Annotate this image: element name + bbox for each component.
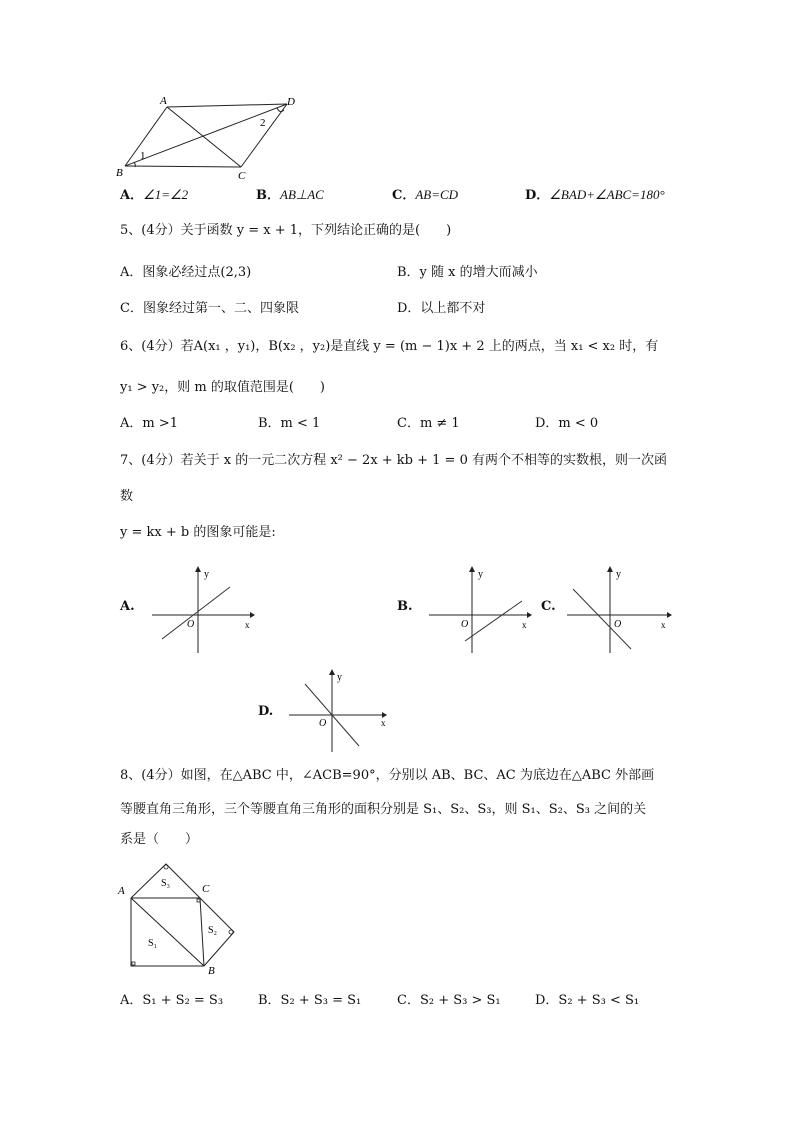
label-A: A xyxy=(160,95,167,107)
q6-option-d: D．m < 0 xyxy=(535,416,599,431)
q5-stem: 5、(4分）关于函数 y = x + 1，下列结论正确的是( ) xyxy=(120,223,452,238)
q6-stem: 6、(4分）若A(x₁ ，y₁)，B(x₂ ，y₂)是直线 y = (m − 1)x + 2 上的两点，当 x₁ < x₂ 时，有 xyxy=(120,339,659,354)
q4-option-a-text: ∠1=∠2 xyxy=(143,187,189,202)
q7-stem: 7、(4分）若关于 x 的一元二次方程 x² − 2x + kb + 1 = 0 有两个不相等的实数根，则一次函 xyxy=(120,453,667,468)
diagonal-AC xyxy=(167,107,241,167)
side-DC xyxy=(241,104,287,167)
side-AB xyxy=(131,898,204,966)
q4-parallelogram-figure xyxy=(112,92,297,180)
q8-option-c: C．S₂ + S₃ > S₁ xyxy=(397,993,501,1008)
y-axis-arrow xyxy=(607,566,613,572)
label-D: D xyxy=(287,96,295,108)
q5-option-a: A．图象必经过点(2,3) xyxy=(120,265,252,280)
right-angle-mark-s3 xyxy=(164,865,168,869)
q5-option-c: C．图象经过第一、二、四象限 xyxy=(120,301,299,316)
origin-label: O xyxy=(461,619,469,630)
right-angle-mark-s1 xyxy=(132,962,135,965)
q4-option-b-label: B． xyxy=(256,188,280,203)
label-S1: S₁ xyxy=(148,938,158,949)
q4-option-d-label: D． xyxy=(525,188,550,203)
side-AB xyxy=(125,107,167,166)
axis-x-label: x xyxy=(245,620,250,630)
label-A: A xyxy=(118,885,125,897)
q8-stem-line2: 等腰直角三角形，三个等腰直角三角形的面积分别是 S₁、S₂、S₃，则 S₁、S₂、S₃ 之间的关 xyxy=(120,802,647,817)
q7-stem-line2: 数 xyxy=(120,489,134,504)
q8-stem-line3: 系是（ ） xyxy=(120,832,199,847)
axis-y-label: y xyxy=(616,569,621,580)
q7-option-b-label: B. xyxy=(397,599,413,614)
q4-option-a xyxy=(120,186,188,205)
axis-x-label: x xyxy=(661,620,666,630)
q4-option-d xyxy=(525,186,665,205)
q6-option-c: C．m ≠ 1 xyxy=(397,416,460,431)
q7-option-c-label: C. xyxy=(541,599,556,614)
y-axis-arrow xyxy=(469,566,475,572)
y-axis-arrow xyxy=(195,566,201,572)
label-angle-2: 2 xyxy=(260,117,266,129)
q5-option-d: D．以上都不对 xyxy=(397,301,486,316)
q6-option-b: B．m < 1 xyxy=(258,416,321,431)
origin-label: O xyxy=(187,619,195,630)
label-B: B xyxy=(116,167,123,179)
function-line xyxy=(162,587,230,639)
y-axis-arrow xyxy=(329,669,335,675)
x-axis-arrow xyxy=(667,612,672,618)
q4-option-a-label: A． xyxy=(120,188,144,203)
label-angle-1: 1 xyxy=(140,150,146,162)
label-C: C xyxy=(202,883,210,895)
label-S2: S₂ xyxy=(208,925,218,936)
q6-stem-line2: y₁ > y₂，则 m 的取值范围是( ) xyxy=(120,380,326,395)
q8-option-b: B．S₂ + S₃ = S₁ xyxy=(258,993,362,1008)
x-axis-arrow xyxy=(527,612,532,618)
right-angle-mark-s2 xyxy=(229,930,233,934)
origin-label: O xyxy=(614,619,622,630)
q5-option-b: B．y 随 x 的增大而减小 xyxy=(397,265,538,280)
function-line xyxy=(465,601,522,641)
q4-option-c xyxy=(392,186,458,205)
q7-option-a-label: A. xyxy=(120,599,135,614)
q4-option-b xyxy=(256,186,324,205)
origin-label: O xyxy=(319,718,327,729)
q4-option-d-text: ∠BAD+∠ABC=180° xyxy=(549,187,665,202)
q4-option-c-text: AB=CD xyxy=(415,187,459,202)
q4-option-b-text: AB⊥AC xyxy=(280,187,324,202)
side-AD xyxy=(167,104,287,107)
right-angle-mark-c xyxy=(197,899,200,902)
axis-y-label: y xyxy=(478,569,483,580)
q7-stem-line3: y = kx + b 的图象可能是: xyxy=(120,525,276,540)
axis-y-label: y xyxy=(337,672,342,683)
q7-graph-b xyxy=(427,565,532,657)
q7-option-d-label: D. xyxy=(258,704,274,719)
axis-y-label: y xyxy=(204,569,209,580)
q8-stem: 8、(4分）如图，在△ABC 中，∠ACB=90°，分别以 AB、BC、AC 为底边在△ABC 外部画 xyxy=(120,768,655,783)
q8-option-d: D．S₂ + S₃ < S₁ xyxy=(535,993,640,1008)
x-axis-arrow xyxy=(250,612,255,618)
label-C: C xyxy=(238,170,246,180)
side-BC xyxy=(125,166,241,167)
axis-x-label: x xyxy=(522,620,527,630)
label-S3: S₃ xyxy=(161,878,171,889)
q6-option-a: A．m >1 xyxy=(120,416,179,431)
diagonal-BD xyxy=(125,104,287,166)
q7-graph-d xyxy=(287,668,389,756)
axis-x-label: x xyxy=(381,718,386,728)
q4-option-c-label: C． xyxy=(392,188,416,203)
q7-graph-c xyxy=(565,565,673,657)
q8-option-a: A．S₁ + S₂ = S₃ xyxy=(120,993,224,1008)
function-line xyxy=(573,589,631,649)
label-B: B xyxy=(208,965,215,977)
side-CB xyxy=(200,898,204,966)
q8-triangles-figure xyxy=(112,858,244,978)
q7-graph-a xyxy=(150,565,255,657)
